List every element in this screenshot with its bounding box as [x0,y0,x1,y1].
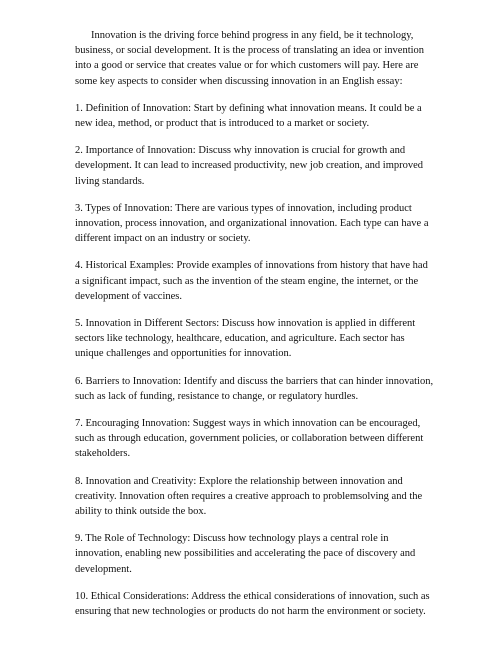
list-item-barriers: 6. Barriers to Innovation: Identify and discuss the barriers that can hinder innovation, such as lack of funding, resistance to change, or regulatory hurdles. [75,375,434,402]
document-page [75,28,435,631]
list-item-encouraging: 7. Encouraging Innovation: Suggest ways in which innovation can be encouraged, such as through education, government policies, or collaboration between different stakeholders. [75,418,424,460]
list-item-types: 3. Types of Innovation: There are various types of innovation, including product innovation, process innovation, and organizational innovation. Each type can have a different impact on an industry or society. [75,202,429,245]
list-item-technology: 9. The Role of Technology: Discuss how technology plays a central role in innovation, enabling new possibilities and accelerating the pace of discovery and development. [75,533,416,575]
list-item-sectors: 5. Innovation in Different Sectors: Discuss how innovation is applied in different sectors like technology, healthcare, education, and agriculture. Each sector has unique challenges and opportunities for innovation. [75,318,416,360]
intro-paragraph: Innovation is the driving force behind progress in any field, be it technology, business, or social development. It is the process of translating an idea or invention into a good or service that creates value or for which customers will pay. Here are some key aspects to consider when discussing innovation in an English essay: [75,30,425,87]
list-item-ethics: 10. Ethical Considerations: Address the ethical considerations of innovation, such as ensuring that new technologies or products do not harm the environment or society. [75,590,430,618]
list-item-historical-examples: 4. Historical Examples: Provide examples of innovations from history that have had a significant impact, such as the invention of the steam engine, the internet, or the development of vaccines. [75,260,428,302]
list-item-importance: 2. Importance of Innovation: Discuss why innovation is crucial for growth and development. It can lead to increased productivity, new job creation, and improved living standards. [75,145,424,187]
list-item-creativity: 8. Innovation and Creativity: Explore the relationship between innovation and creativity. Innovation often requires a creative approach to problemsolving and the ability to think outside the box. [75,475,423,518]
list-item-definition: 1. Definition of Innovation: Start by defining what innovation means. It could be a new idea, method, or product that is introduced to a market or society. [75,102,422,130]
